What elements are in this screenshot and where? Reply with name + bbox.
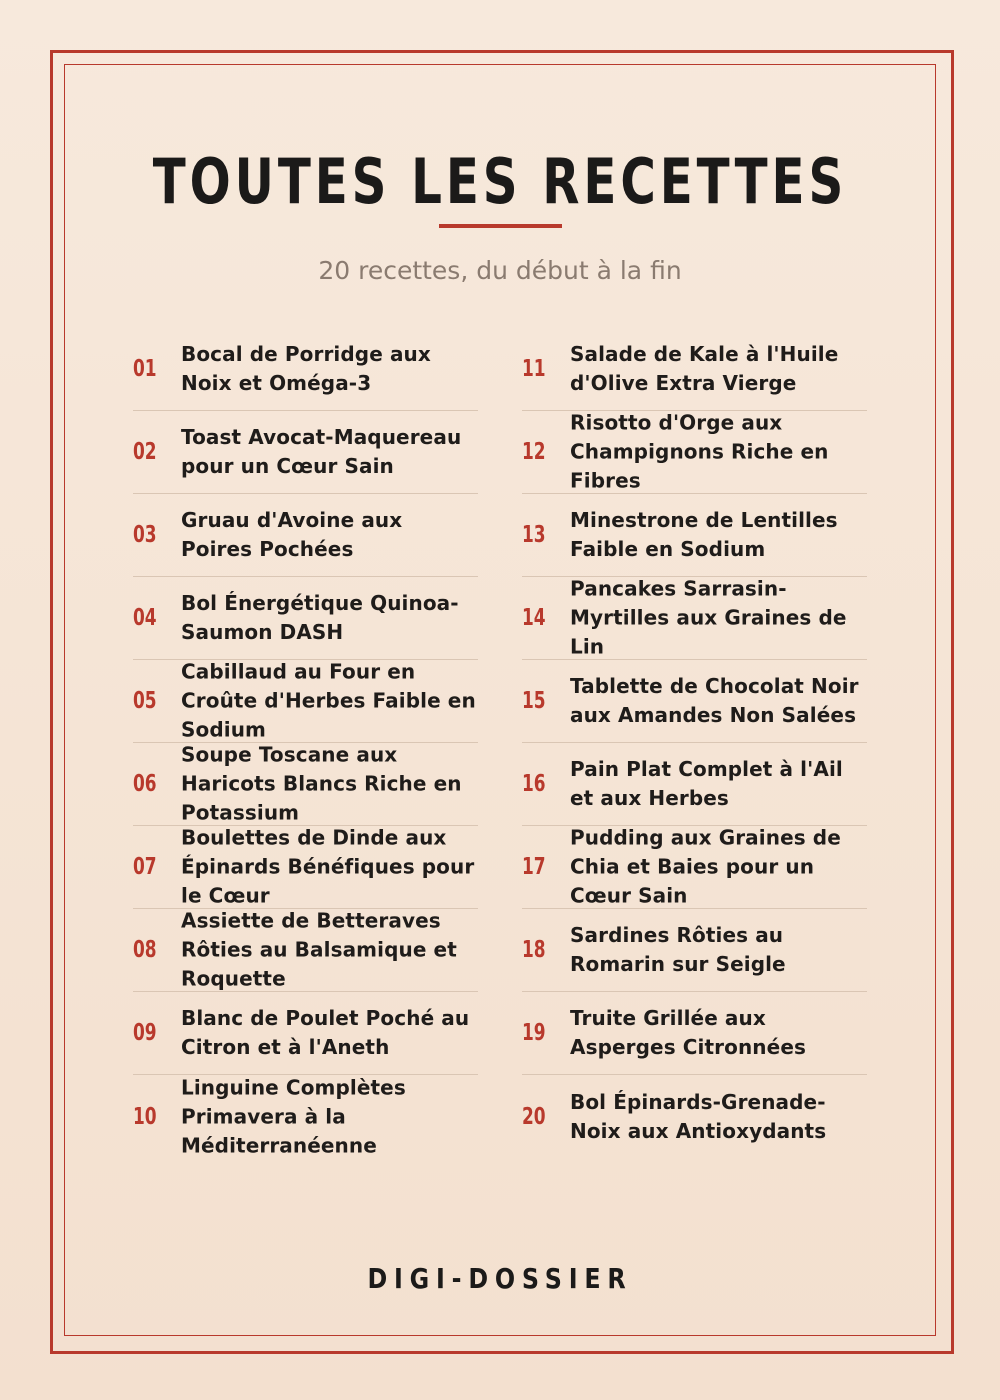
list-item	[133, 743, 478, 826]
recipe-name: Linguine Complètes Primavera à la Méditerranéenne	[181, 1075, 406, 1157]
recipe-number: 01	[133, 356, 157, 382]
recipe-number: 13	[522, 522, 546, 548]
recipe-name: Pudding aux Graines de Chia et Baies pour un Cœur Sain	[570, 825, 841, 908]
page-subtitle: 20 recettes, du début à la fin	[318, 256, 682, 285]
recipe-number: 15	[522, 688, 546, 714]
recipe-name: Bol Énergétique Quinoa-Saumon DASH	[181, 591, 459, 644]
recipe-name: Boulettes de Dinde aux Épinards Bénéfiques pour le Cœur	[181, 825, 475, 908]
recipe-name: Minestrone de Lentilles Faible en Sodium	[570, 508, 838, 561]
title-underline	[439, 224, 562, 228]
recipe-name: Toast Avocat-Maquereau pour un Cœur Sain	[181, 425, 462, 478]
list-item	[522, 411, 867, 494]
recipe-list-left	[133, 328, 478, 1158]
list-item	[522, 826, 867, 909]
recipe-number: 10	[133, 1103, 157, 1130]
recipe-number: 16	[522, 771, 546, 797]
list-item	[522, 328, 867, 411]
recipe-name: Sardines Rôties au Romarin sur Seigle	[570, 923, 786, 976]
list-item	[522, 577, 867, 660]
recipe-name: Bocal de Porridge aux Noix et Oméga-3	[181, 342, 431, 395]
list-item	[133, 577, 478, 660]
recipe-number: 11	[522, 356, 546, 382]
list-item	[522, 660, 867, 743]
list-item	[133, 826, 478, 909]
list-item	[522, 992, 867, 1075]
list-item	[522, 494, 867, 577]
recipe-name: Risotto d'Orge aux Champignons Riche en Fibres	[570, 410, 829, 493]
list-item	[133, 1075, 478, 1158]
recipe-number: 05	[133, 688, 157, 714]
recipe-name: Truite Grillée aux Asperges Citronnées	[570, 1006, 806, 1059]
recipe-number: 02	[133, 439, 157, 465]
list-item	[133, 411, 478, 494]
recipe-number: 18	[522, 937, 546, 963]
page-title: TOUTES LES RECETTES	[152, 145, 848, 218]
brand-footer: DIGI-DOSSIER	[367, 1262, 633, 1295]
recipe-number: 19	[522, 1020, 546, 1046]
recipe-name: Blanc de Poulet Poché au Citron et à l'Aneth	[181, 1006, 470, 1059]
recipe-name: Gruau d'Avoine aux Poires Pochées	[181, 508, 403, 561]
recipe-name: Pancakes Sarrasin-Myrtilles aux Graines de Lin	[570, 576, 847, 659]
list-item	[522, 1075, 867, 1158]
recipe-name: Bol Épinards-Grenade-Noix aux Antioxydants	[570, 1089, 827, 1143]
recipe-number: 03	[133, 522, 157, 548]
recipe-number: 06	[133, 771, 157, 797]
recipe-number: 04	[133, 605, 157, 631]
recipe-number: 09	[133, 1020, 157, 1046]
list-item	[133, 660, 478, 743]
recipe-name: Soupe Toscane aux Haricots Blancs Riche en Potassium	[181, 742, 462, 825]
list-item	[133, 494, 478, 577]
list-item	[133, 909, 478, 992]
list-item	[133, 328, 478, 411]
recipe-number: 14	[522, 605, 546, 631]
recipe-name: Cabillaud au Four en Croûte d'Herbes Faible en Sodium	[181, 659, 476, 742]
recipe-number: 07	[133, 854, 157, 880]
list-item	[522, 743, 867, 826]
recipe-number: 17	[522, 854, 546, 880]
recipe-name: Tablette de Chocolat Noir aux Amandes Non Salées	[570, 674, 859, 727]
recipe-list-right	[522, 328, 867, 1158]
recipe-number: 08	[133, 937, 157, 963]
recipe-name: Salade de Kale à l'Huile d'Olive Extra Vierge	[570, 342, 839, 395]
recipe-name: Pain Plat Complet à l'Ail et aux Herbes	[570, 757, 843, 810]
list-item	[522, 909, 867, 992]
recipe-number: 20	[522, 1103, 546, 1130]
list-item	[133, 992, 478, 1075]
recipe-name: Assiette de Betteraves Rôties au Balsamique et Roquette	[181, 908, 457, 991]
recipe-number: 12	[522, 439, 546, 465]
